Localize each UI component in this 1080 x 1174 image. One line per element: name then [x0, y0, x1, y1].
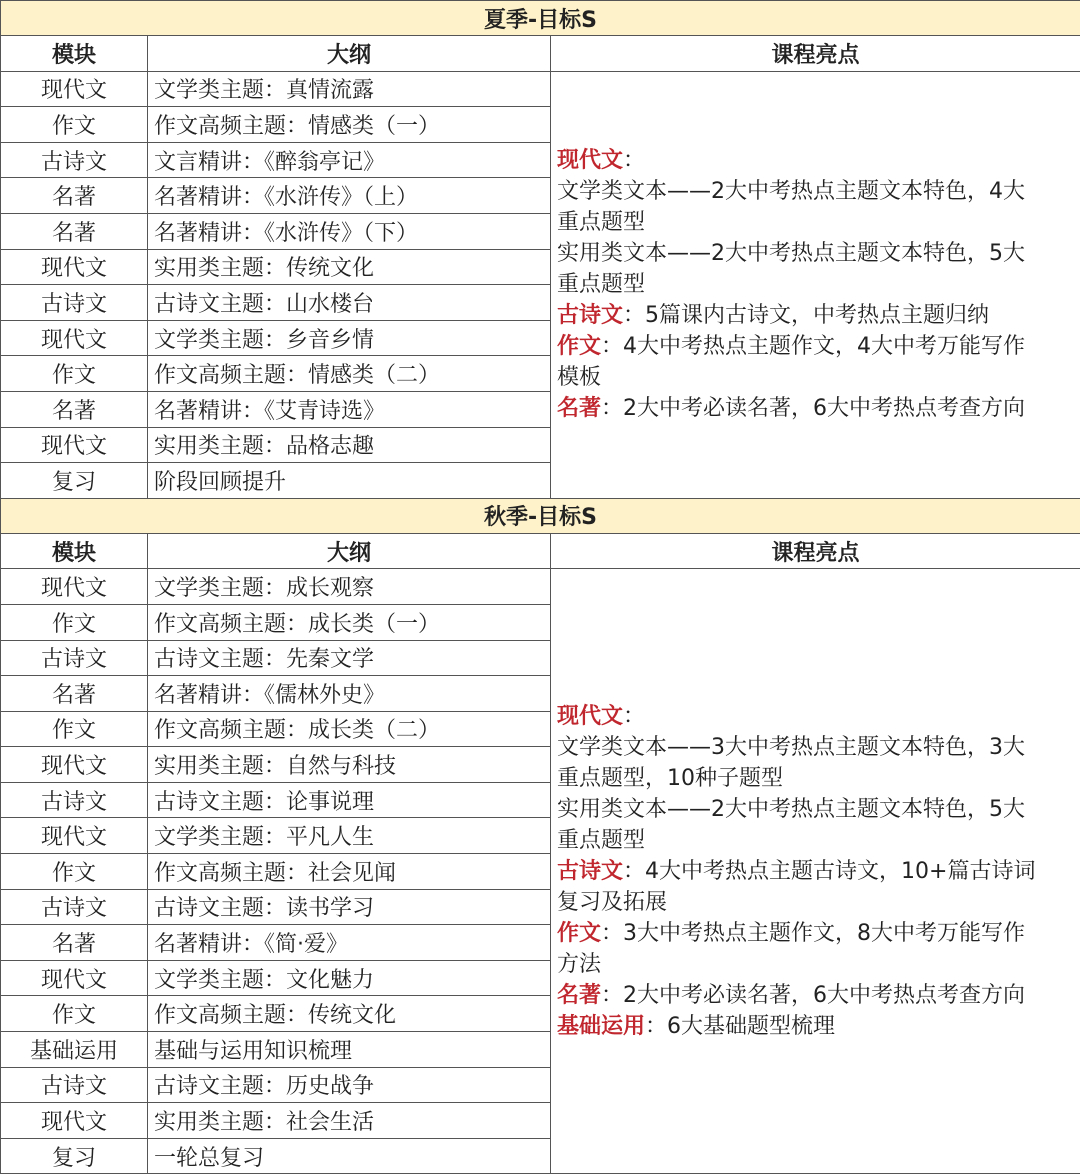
highlight-text: 方法: [557, 951, 602, 977]
module-cell: 名著: [1, 925, 148, 961]
highlight-line: [557, 825, 1072, 856]
module-cell: 作文: [1, 604, 148, 640]
highlight-line: [557, 794, 1072, 825]
module-cell: 作文: [1, 107, 148, 143]
outline-cell: 古诗文主题：山水楼台: [148, 285, 551, 321]
highlight-line: [557, 1011, 1072, 1042]
header-module: 模块: [1, 533, 148, 569]
header-module: 模块: [1, 36, 148, 72]
highlight-text: ：5篇课内古诗文，中考热点主题归纳: [623, 303, 990, 329]
highlight-text: ：4大中考热点主题作文，4大中考万能写作: [601, 334, 1026, 360]
highlight-text: 文学类文本——3大中考热点主题文本特色，3大: [557, 734, 1025, 760]
highlight-text: ：: [623, 703, 646, 729]
highlight-line: [557, 238, 1072, 269]
highlight-line: [557, 980, 1072, 1011]
module-cell: 复习: [1, 463, 148, 499]
highlights-cell: [551, 569, 1080, 1174]
highlight-line: [557, 887, 1072, 918]
highlight-line: [557, 207, 1072, 238]
module-cell: 古诗文: [1, 640, 148, 676]
outline-cell: 名著精讲：《水浒传》（下）: [148, 213, 551, 249]
module-cell: 现代文: [1, 427, 148, 463]
header-outline: 大纲: [148, 36, 551, 72]
module-cell: 作文: [1, 996, 148, 1032]
highlight-text: 重点题型: [557, 210, 646, 236]
module-cell: 名著: [1, 391, 148, 427]
table-row: [1, 71, 1080, 107]
module-cell: 名著: [1, 676, 148, 712]
module-cell: 现代文: [1, 249, 148, 285]
outline-cell: 文学类主题：真情流露: [148, 71, 551, 107]
module-cell: 现代文: [1, 818, 148, 854]
section-title: 夏季-目标S: [1, 1, 1080, 36]
outline-cell: 作文高频主题：成长类（二）: [148, 711, 551, 747]
section-title: 秋季-目标S: [1, 498, 1080, 533]
outline-cell: 阶段回顾提升: [148, 463, 551, 499]
module-cell: 作文: [1, 711, 148, 747]
highlight-line: [557, 331, 1072, 362]
highlight-line: [557, 856, 1072, 887]
module-cell: 古诗文: [1, 285, 148, 321]
module-cell: 古诗文: [1, 782, 148, 818]
highlights-cell: [551, 71, 1080, 498]
module-cell: 古诗文: [1, 889, 148, 925]
highlight-text: ：2大中考必读名著，6大中考热点考查方向: [601, 396, 1026, 422]
highlight-text: 重点题型: [557, 827, 646, 853]
highlight-line: [557, 393, 1072, 424]
highlight-line: [557, 269, 1072, 300]
outline-cell: 实用类主题：自然与科技: [148, 747, 551, 783]
highlight-line: [557, 918, 1072, 949]
module-cell: 现代文: [1, 960, 148, 996]
header-highlights: 课程亮点: [551, 533, 1080, 569]
highlight-keyword: 现代文: [557, 703, 624, 729]
highlight-text: 重点题型，10种子题型: [557, 765, 783, 791]
module-cell: 古诗文: [1, 142, 148, 178]
outline-cell: 古诗文主题：读书学习: [148, 889, 551, 925]
highlight-line: [557, 701, 1072, 732]
outline-cell: 作文高频主题：传统文化: [148, 996, 551, 1032]
header-outline: 大纲: [148, 533, 551, 569]
header-highlights: 课程亮点: [551, 36, 1080, 72]
highlight-line: [557, 300, 1072, 331]
module-cell: 现代文: [1, 569, 148, 605]
outline-cell: 作文高频主题：情感类（一）: [148, 107, 551, 143]
highlight-keyword: 作文: [557, 920, 602, 946]
module-cell: 作文: [1, 854, 148, 890]
highlight-keyword: 现代文: [557, 148, 624, 174]
highlight-keyword: 古诗文: [557, 303, 624, 329]
outline-cell: 文学类主题：平凡人生: [148, 818, 551, 854]
outline-cell: 古诗文主题：论事说理: [148, 782, 551, 818]
outline-cell: 作文高频主题：情感类（二）: [148, 356, 551, 392]
outline-cell: 文言精讲：《醉翁亭记》: [148, 142, 551, 178]
module-cell: 作文: [1, 356, 148, 392]
highlight-line: [557, 763, 1072, 794]
highlight-text: 文学类文本——2大中考热点主题文本特色，4大: [557, 179, 1025, 205]
highlight-text: ：4大中考热点主题古诗文，10+篇古诗词: [623, 858, 1036, 884]
outline-cell: 实用类主题：传统文化: [148, 249, 551, 285]
highlight-text: 重点题型: [557, 272, 646, 298]
module-cell: 基础运用: [1, 1032, 148, 1068]
highlight-text: 模板: [557, 365, 602, 391]
outline-cell: 实用类主题：社会生活: [148, 1103, 551, 1139]
outline-cell: 作文高频主题：成长类（一）: [148, 604, 551, 640]
module-cell: 现代文: [1, 320, 148, 356]
highlight-line: [557, 176, 1072, 207]
highlight-text: 实用类文本——2大中考热点主题文本特色，5大: [557, 796, 1025, 822]
outline-cell: 文学类主题：文化魅力: [148, 960, 551, 996]
highlight-keyword: 名著: [557, 396, 602, 422]
outline-cell: 古诗文主题：历史战争: [148, 1067, 551, 1103]
module-cell: 现代文: [1, 1103, 148, 1139]
highlight-text: 复习及拓展: [557, 889, 668, 915]
highlight-text: ：2大中考必读名著，6大中考热点考查方向: [601, 982, 1026, 1008]
module-cell: 名著: [1, 213, 148, 249]
outline-cell: 文学类主题：乡音乡情: [148, 320, 551, 356]
outline-cell: 作文高频主题：社会见闻: [148, 854, 551, 890]
outline-cell: 名著精讲：《艾青诗选》: [148, 391, 551, 427]
highlight-keyword: 基础运用: [557, 1013, 646, 1039]
outline-cell: 基础与运用知识梳理: [148, 1032, 551, 1068]
outline-cell: 文学类主题：成长观察: [148, 569, 551, 605]
highlight-text: ：: [623, 148, 646, 174]
outline-cell: 古诗文主题：先秦文学: [148, 640, 551, 676]
course-table-body: [1, 1, 1080, 1174]
highlight-keyword: 作文: [557, 334, 602, 360]
highlight-text: 实用类文本——2大中考热点主题文本特色，5大: [557, 241, 1025, 267]
module-cell: 现代文: [1, 71, 148, 107]
highlight-keyword: 古诗文: [557, 858, 624, 884]
table-row: [1, 569, 1080, 605]
outline-cell: 实用类主题：品格志趣: [148, 427, 551, 463]
module-cell: 现代文: [1, 747, 148, 783]
highlight-line: [557, 362, 1072, 393]
outline-cell: 名著精讲：《简·爱》: [148, 925, 551, 961]
highlight-line: [557, 732, 1072, 763]
highlight-line: [557, 949, 1072, 980]
outline-cell: 名著精讲：《儒林外史》: [148, 676, 551, 712]
highlight-line: [557, 145, 1072, 176]
module-cell: 复习: [1, 1138, 148, 1174]
module-cell: 名著: [1, 178, 148, 214]
highlight-text: ：6大基础题型梳理: [645, 1013, 836, 1039]
highlight-text: ：3大中考热点主题作文，8大中考万能写作: [601, 920, 1026, 946]
outline-cell: 名著精讲：《水浒传》（上）: [148, 178, 551, 214]
highlight-keyword: 名著: [557, 982, 602, 1008]
outline-cell: 一轮总复习: [148, 1138, 551, 1174]
module-cell: 古诗文: [1, 1067, 148, 1103]
